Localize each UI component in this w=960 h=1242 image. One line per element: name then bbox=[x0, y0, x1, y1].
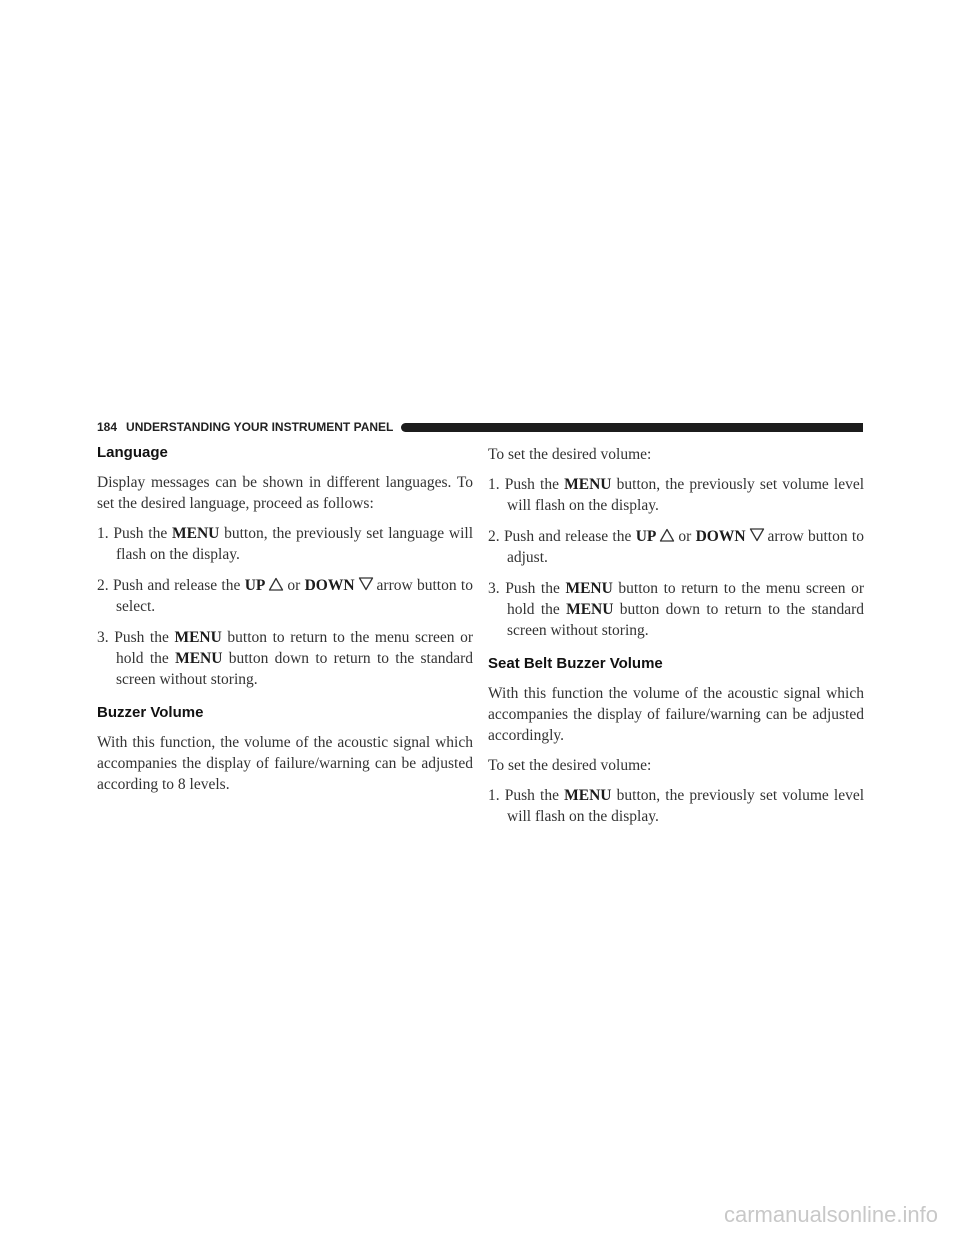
step-text: button down to return to the standard screen without storing. bbox=[507, 601, 865, 639]
menu-keyword: MENU bbox=[564, 476, 612, 493]
up-keyword: UP bbox=[244, 577, 266, 594]
step-text: arrow button to adjust. bbox=[507, 528, 864, 566]
language-intro: Display messages can be shown in different languages. To set the desired language, proceed as follows: bbox=[97, 474, 473, 512]
watermark-text: carmanualsonline.info bbox=[723, 1202, 938, 1227]
up-keyword: UP bbox=[635, 528, 657, 545]
buzzer-step-1 bbox=[488, 474, 864, 516]
step-number: 1. bbox=[488, 787, 500, 804]
up-arrow-icon bbox=[268, 577, 284, 591]
step-number: 2. bbox=[488, 528, 500, 545]
buzzer-step-3 bbox=[488, 578, 864, 641]
buzzer-step-2 bbox=[488, 526, 864, 568]
step-number: 1. bbox=[97, 525, 109, 542]
step-text: Push the bbox=[114, 629, 169, 646]
seat-belt-buzzer-intro: With this function the volume of the acoustic signal which accompanies the display of failure/warning can be adjusted accordingly. bbox=[488, 685, 864, 744]
menu-keyword: MENU bbox=[172, 525, 220, 542]
language-step-2 bbox=[97, 575, 473, 617]
page-number: 184 bbox=[97, 420, 118, 434]
step-text: arrow button to select. bbox=[116, 577, 473, 615]
menu-keyword: MENU bbox=[565, 580, 613, 597]
buzzer-volume-intro: With this function, the volume of the acoustic signal which accompanies the display of failure/warning can be adjusted according to 8 levels. bbox=[97, 734, 473, 793]
step-number: 1. bbox=[488, 476, 500, 493]
page-header bbox=[97, 420, 863, 434]
step-text: button to return to the menu screen or hold the bbox=[116, 629, 474, 667]
step-text: Push and release the bbox=[112, 577, 241, 594]
up-arrow-icon bbox=[659, 528, 675, 542]
step-number: 2. bbox=[97, 577, 109, 594]
step-text: button down to return to the standard screen without storing. bbox=[116, 650, 474, 688]
left-column bbox=[97, 444, 473, 804]
buzzer-volume-heading: Buzzer Volume bbox=[97, 704, 204, 721]
down-arrow-icon bbox=[358, 577, 374, 591]
header-rule bbox=[401, 423, 863, 432]
language-step-3 bbox=[97, 627, 473, 690]
right-column bbox=[488, 444, 864, 837]
menu-keyword: MENU bbox=[566, 601, 614, 618]
step-text: or bbox=[678, 528, 692, 545]
step-text: Push the bbox=[504, 787, 559, 804]
step-text: Push and release the bbox=[503, 528, 632, 545]
step-text: Push the bbox=[113, 525, 168, 542]
seat-belt-buzzer-intro-2: To set the desired volume: bbox=[488, 757, 652, 774]
step-text: or bbox=[287, 577, 301, 594]
down-keyword: DOWN bbox=[304, 577, 355, 594]
step-text: button, the previously set language will flash on the display. bbox=[116, 525, 474, 563]
down-keyword: DOWN bbox=[695, 528, 746, 545]
step-number: 3. bbox=[97, 629, 109, 646]
step-text: Push the bbox=[504, 476, 559, 493]
menu-keyword: MENU bbox=[564, 787, 612, 804]
section-title: UNDERSTANDING YOUR INSTRUMENT PANEL bbox=[126, 420, 394, 434]
step-text: button to return to the menu screen or hold the bbox=[507, 580, 865, 618]
step-text: button, the previously set volume level will flash on the display. bbox=[507, 787, 865, 825]
step-text: button, the previously set volume level will flash on the display. bbox=[507, 476, 865, 514]
buzzer-steps-intro: To set the desired volume: bbox=[488, 446, 652, 463]
language-step-1 bbox=[97, 523, 473, 565]
menu-keyword: MENU bbox=[174, 629, 222, 646]
step-text: Push the bbox=[505, 580, 560, 597]
seat-belt-step-1 bbox=[488, 785, 864, 827]
menu-keyword: MENU bbox=[175, 650, 223, 667]
step-number: 3. bbox=[488, 580, 500, 597]
language-heading: Language bbox=[97, 444, 168, 461]
down-arrow-icon bbox=[749, 528, 765, 542]
seat-belt-buzzer-heading: Seat Belt Buzzer Volume bbox=[488, 655, 663, 672]
